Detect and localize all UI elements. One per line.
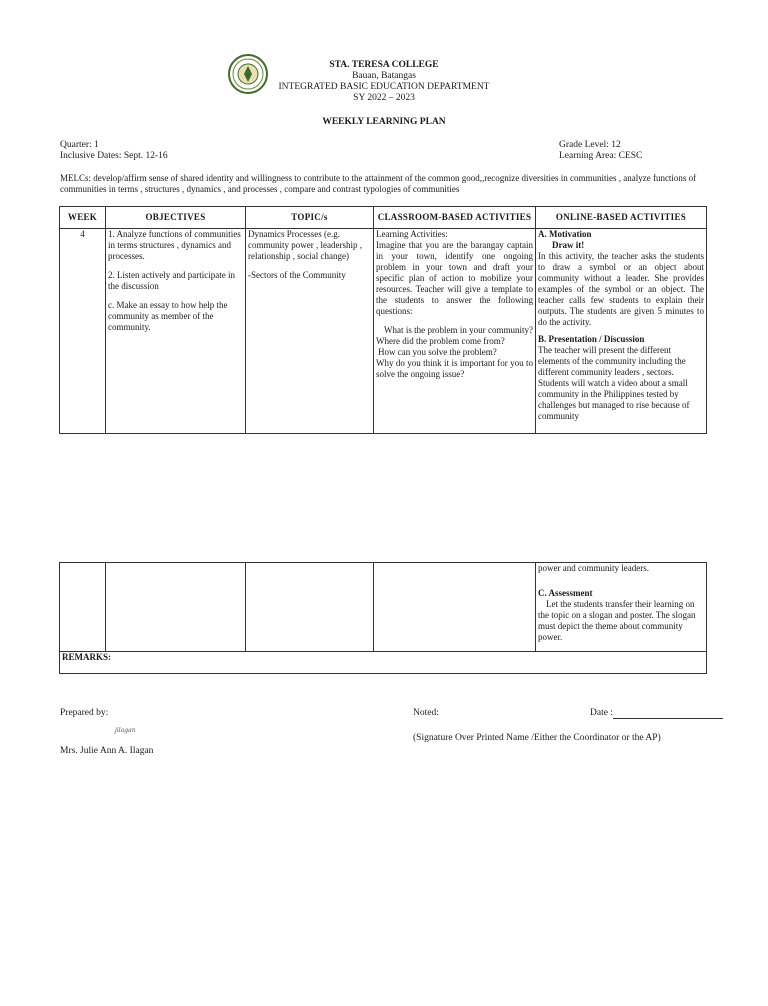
signature-note: (Signature Over Printed Name /Either the Coordinator or the AP)	[413, 733, 661, 743]
learning-plan-table	[59, 206, 707, 434]
presentation-text-continued: power and community leaders.	[538, 563, 649, 573]
remarks-label: REMARKS:	[62, 652, 111, 662]
school-name: STA. TERESA COLLEGE	[329, 60, 439, 70]
presentation-text: The teacher will present the different elements of the community including the different community leaders , sectors. Students will watch a video about a small community in the Philippines tested by challenges but managed to rise because of community	[538, 345, 690, 421]
header-week: WEEK	[60, 207, 106, 229]
online-cell	[536, 563, 707, 652]
table-row	[60, 229, 707, 434]
date-field	[590, 708, 723, 719]
melcs-text: MELCs: develop/affirm sense of shared identity and willingness to contribute to the attainment of the common good,,recognize diversities in communities , analyze functions of communities in terms , structures , dynamics , and processes , compare and contrast typologies of communities	[60, 173, 697, 194]
noted-label: Noted:	[413, 708, 439, 718]
classroom-question: What is the problem in your community? Where did the problem come from?	[376, 325, 533, 346]
motivation-heading: A. Motivation	[538, 229, 592, 239]
objective-item: 2. Listen actively and participate in the discussion	[108, 270, 235, 291]
classroom-intro: Learning Activities:	[376, 229, 448, 239]
plan-title: WEEKLY LEARNING PLAN	[322, 117, 446, 127]
objectives-cell	[106, 563, 246, 652]
department-name: INTEGRATED BASIC EDUCATION DEPARTMENT	[278, 82, 490, 92]
classroom-question: How can you solve the problem?	[378, 347, 497, 357]
classroom-cell	[374, 229, 536, 434]
objectives-cell	[106, 229, 246, 434]
week-cell: 4	[60, 229, 106, 434]
quarter-label: Quarter: 1	[60, 140, 99, 150]
header-topics: TOPIC/s	[246, 207, 374, 229]
online-cell	[536, 229, 707, 434]
topics-cell	[246, 229, 374, 434]
date-line	[613, 709, 723, 719]
motivation-text: In this activity, the teacher asks the students to draw a symbol or an object about community without a leader. She provides examples of the symbol or an object. The teacher calls few students to explain their outputs. The students are given 5 minutes to do the activity.	[538, 251, 704, 327]
presentation-heading: B. Presentation / Discussion	[538, 334, 645, 344]
topic-item: Dynamics Processes (e.g. community power , leadership , relationship , social change)	[248, 229, 362, 261]
topic-item: -Sectors of the Community	[248, 270, 346, 280]
header-objectives: OBJECTIVES	[106, 207, 246, 229]
learning-area: Learning Area: CESC	[559, 151, 643, 161]
inclusive-dates: Inclusive Dates: Sept. 12-16	[60, 151, 168, 161]
table-header-row	[60, 207, 707, 229]
objective-item: c. Make an essay to how help the community as member of the community.	[108, 300, 228, 332]
continuation-table	[59, 562, 707, 674]
grade-level: Grade Level: 12	[559, 140, 621, 150]
classroom-body: Imagine that you are the barangay captain in your town, identify one ongoing problem in your town and draft your specific plan of action to mobilize your resources. Teacher will give a template to the students to answer the following questions:	[376, 240, 533, 316]
objective-item: 1. Analyze functions of communities in terms structures , dynamics and processes.	[108, 229, 241, 261]
header-classroom: CLASSROOM-BASED ACTIVITIES	[374, 207, 536, 229]
remarks-row	[60, 652, 707, 674]
school-year: SY 2022 – 2023	[353, 93, 415, 103]
week-cell	[60, 563, 106, 652]
date-label: Date :	[590, 708, 613, 718]
classroom-cell	[374, 563, 536, 652]
assessment-text: Let the students transfer their learning on the topic on a slogan and poster. The slogan must depict the theme about community power.	[538, 599, 696, 642]
preparer-signature: jilagan	[115, 727, 136, 734]
table-row	[60, 563, 707, 652]
grade-info	[559, 140, 642, 162]
remarks-cell	[60, 652, 707, 674]
document-header	[0, 60, 768, 104]
school-location: Bauan, Batangas	[352, 71, 416, 81]
prepared-by-label: Prepared by:	[60, 708, 109, 718]
header-online: ONLINE-BASED ACTIVITIES	[536, 207, 707, 229]
preparer-name: Mrs. Julie Ann A. Ilagan	[60, 746, 154, 756]
quarter-info	[60, 140, 168, 162]
motivation-subheading: Draw it!	[552, 240, 585, 250]
classroom-question: Why do you think it is important for you to solve the ongoing issue?	[376, 358, 533, 379]
topics-cell	[246, 563, 374, 652]
assessment-heading: C. Assessment	[538, 588, 593, 598]
